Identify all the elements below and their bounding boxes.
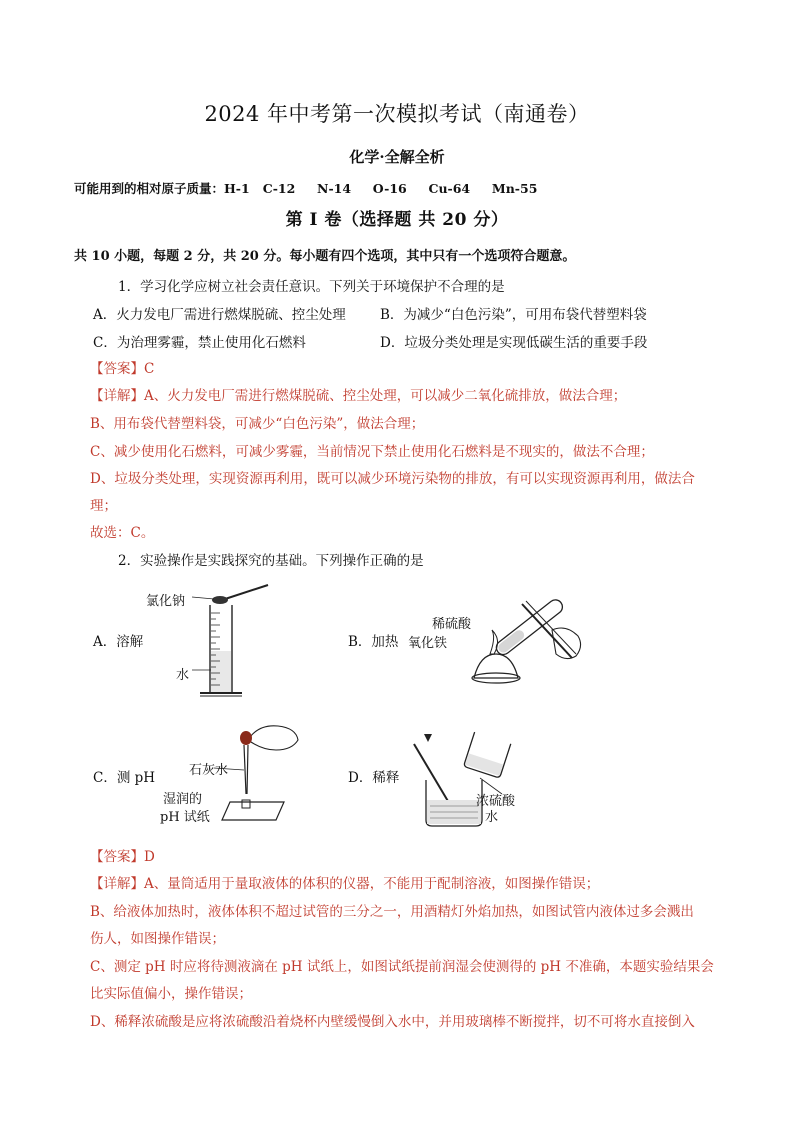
fig-b-heating-test-tube: [460, 568, 600, 693]
fig-d-label-water: 水: [485, 810, 499, 825]
q2-analysis-line: D、稀释浓硫酸是应将浓硫酸沿着烧杯内壁缓慢倒入水中，并用玻璃棒不断搅拌，切不可将水直接倒入: [90, 1014, 695, 1030]
fig-c-label-limewater: 石灰水: [189, 763, 229, 778]
page-title: 2024 年中考第一次模拟考试（南通卷）: [204, 102, 590, 126]
spoon-bowl-icon: [212, 596, 228, 604]
q2-answer: 【答案】D: [90, 849, 155, 865]
q2-analysis-line: 伤人，如图操作错误；: [90, 931, 225, 947]
ph-paper-icon: [222, 802, 284, 820]
q1-conclusion: 故选：C。: [90, 525, 155, 541]
fig-a-label-sodium-chloride: 氯化钠: [146, 594, 186, 609]
q1-analysis-line: B、用布袋代替塑料袋，可减少“白色污染”，做法合理；: [90, 416, 425, 432]
fig-c-label-ph-paper: pH 试纸: [160, 810, 210, 825]
q2-stem: 2．实验操作是实践探究的基础。下列操作正确的是: [118, 553, 424, 569]
fig-d-dilution: [410, 728, 530, 828]
spoon-icon: [222, 585, 268, 600]
dropper-bulb-icon: [240, 731, 252, 745]
q2-option-c: C．测 pH: [93, 770, 156, 786]
q2-analysis-line: 比实际值偏小，操作错误；: [90, 986, 252, 1002]
arrow-icon: [424, 734, 432, 742]
q1-analysis-line: 【详解】A、火力发电厂需进行燃煤脱硫、控尘处理，可以减少二氧化硫排放，做法合理；: [90, 388, 627, 404]
hand-icon: [248, 726, 298, 750]
q2-analysis-line: C、测定 pH 时应将待测液滴在 pH 试纸上，如图试纸提前润湿会使测得的 pH 不准确，本题实验结果会: [90, 959, 714, 975]
q1-analysis-line: 理；: [90, 498, 117, 514]
section-title: 第 I 卷（选择题 共 20 分）: [285, 210, 509, 230]
q2-option-d: D．稀释: [348, 770, 400, 786]
q2-analysis-line: 【详解】A、量筒适用于量取液体的体积的仪器，不能用于配制溶液，如图操作错误；: [90, 876, 600, 892]
page-subtitle: 化学·全解全析: [349, 148, 445, 166]
atomic-masses: 可能用到的相对原子质量：H-1 C-12 N-14 O-16 Cu-64 Mn-55: [74, 181, 538, 196]
q2-option-a: A．溶解: [93, 634, 144, 650]
q2-option-b: B．加热: [348, 634, 399, 650]
q1-stem: 1．学习化学应树立社会责任意识。下列关于环境保护不合理的是: [118, 279, 505, 295]
q1-answer: 【答案】C: [90, 361, 155, 377]
fig-a-label-water: 水: [176, 668, 190, 683]
fig-b-label-dilute-sulfuric-acid: 稀硫酸: [432, 617, 472, 632]
q1-analysis-line: C、减少使用化石燃料，可减少雾霾，当前情况下禁止使用化石燃料是不现实的，做法不合理；: [90, 444, 654, 460]
q1-option-b: B．为减少“白色污染”，可用布袋代替塑料袋: [380, 307, 647, 323]
q2-analysis-line: B、给液体加热时，液体体积不超过试管的三分之一，用酒精灯外焰加热，如图试管内液体过多会溅出: [90, 904, 694, 920]
q1-option-d: D．垃圾分类处理是实现低碳生活的重要手段: [380, 335, 648, 351]
section-instructions: 共 10 小题，每题 2 分，共 20 分。每小题有四个选项，其中只有一个选项符合题意。: [74, 249, 576, 264]
fig-c-label-wet: 湿润的: [163, 792, 203, 807]
q1-analysis-line: D、垃圾分类处理，实现资源再利用，既可以减少环境污染物的排放，有可以实现资源再利用，做法合: [90, 471, 695, 487]
q1-option-c: C．为治理雾霾，禁止使用化石燃料: [93, 335, 306, 351]
fig-b-label-iron-oxide: 氧化铁: [408, 636, 448, 651]
fig-d-label-conc-sulfuric-acid: 浓硫酸: [476, 794, 516, 809]
q1-option-a: A．火力发电厂需进行燃煤脱硫、控尘处理: [93, 307, 346, 323]
